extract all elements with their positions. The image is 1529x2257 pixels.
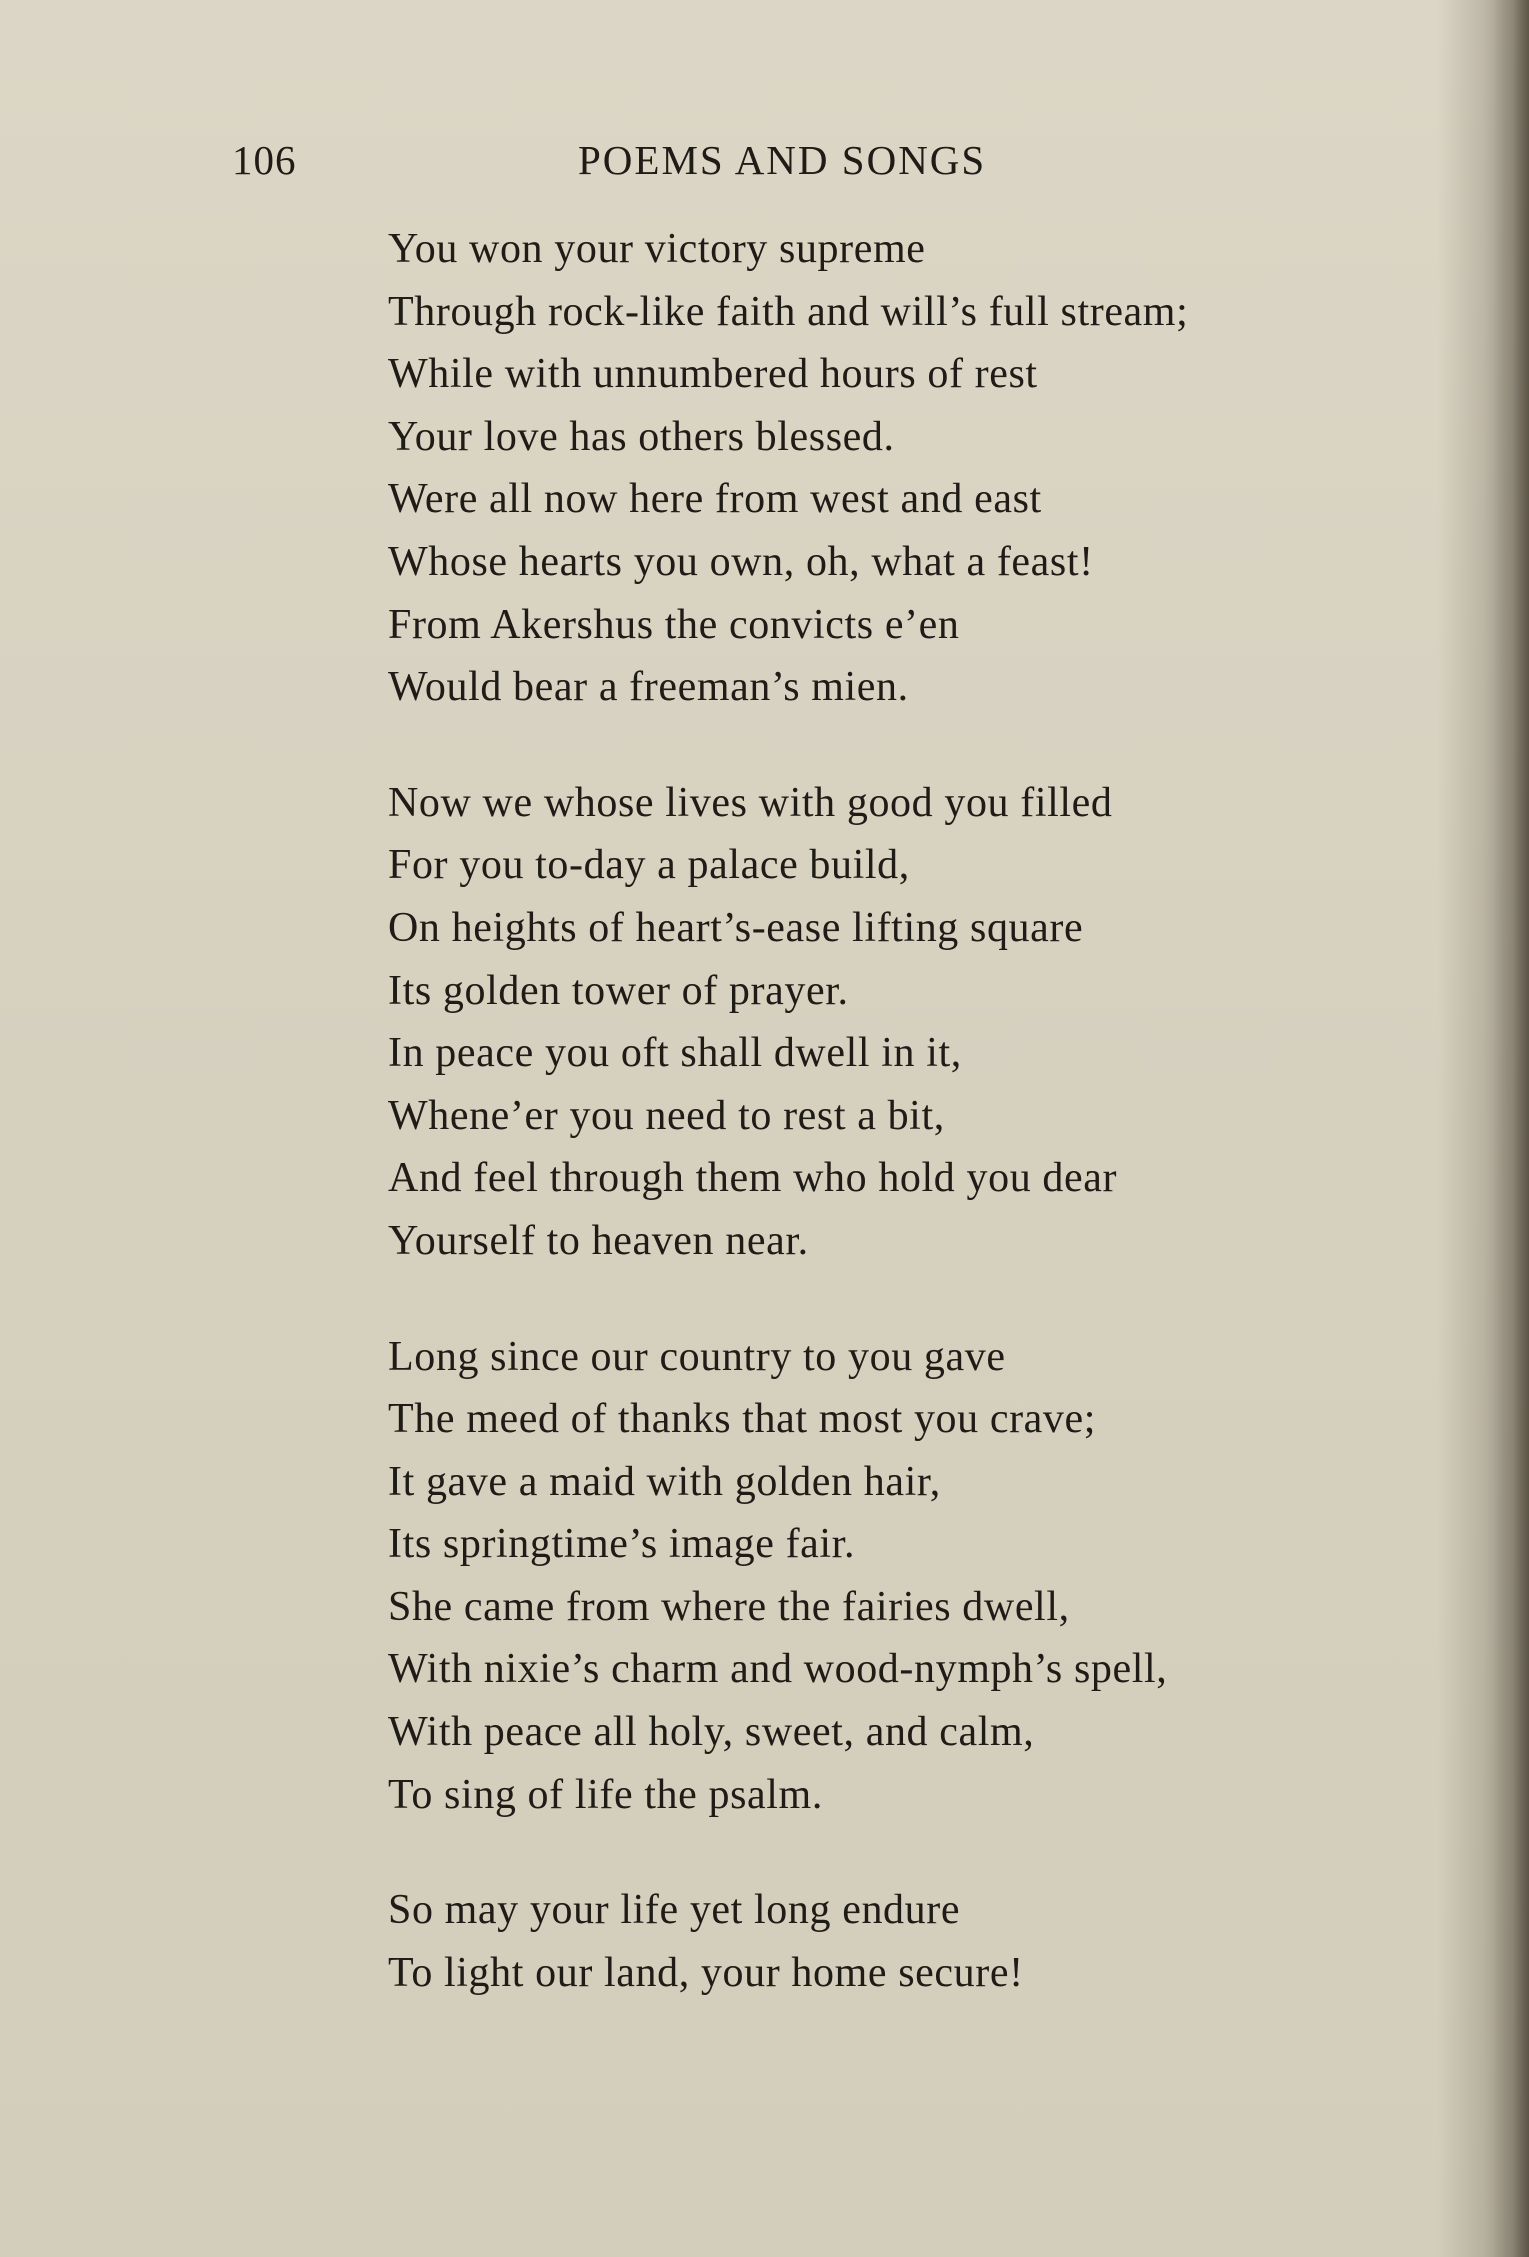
poem-line: Whose hearts you own, oh, what a feast!: [388, 538, 1094, 585]
poem-line: The meed of thanks that most you crave;: [388, 1396, 1097, 1443]
poem-line: Whene’er you need to rest a bit,: [388, 1092, 945, 1139]
poem-line: With nixie’s charm and wood-nymph’s spell,: [388, 1646, 1168, 1693]
poem-line: It gave a maid with golden hair,: [388, 1458, 941, 1505]
poem-line: Its golden tower of prayer.: [388, 967, 849, 1014]
poem-line: With peace all holy, sweet, and calm,: [388, 1709, 1035, 1756]
poem-body: [388, 218, 1448, 2057]
poem-line: On heights of heart’s-ease lifting square: [388, 904, 1084, 951]
stanza-3: [388, 1326, 1448, 1827]
poem-line: Now we whose lives with good you filled: [388, 779, 1113, 826]
poem-line: To sing of life the psalm.: [388, 1771, 823, 1818]
poem-line: So may your life yet long endure: [388, 1887, 961, 1934]
stanza-4: [388, 1879, 1448, 2004]
poem-line: From Akershus the convicts e’en: [388, 601, 960, 648]
poem-line: Would bear a freeman’s mien.: [388, 664, 909, 711]
poem-line: Were all now here from west and east: [388, 476, 1042, 523]
poem-line: Your love has others blessed.: [388, 413, 895, 460]
page-header: [0, 136, 1529, 186]
poem-line: And feel through them who hold you dear: [388, 1155, 1118, 1202]
page-number: 106: [232, 137, 297, 183]
poem-line: Its springtime’s image fair.: [388, 1521, 856, 1568]
poem-line: In peace you oft shall dwell in it,: [388, 1030, 962, 1077]
poem-line: She came from where the fairies dwell,: [388, 1583, 1070, 1630]
stanza-1: [388, 218, 1448, 719]
stanza-2: [388, 772, 1448, 1273]
running-head: POEMS AND SONGS: [578, 137, 987, 183]
poem-line: Yourself to heaven near.: [388, 1217, 809, 1264]
poem-line: To light our land, your home secure!: [388, 1949, 1024, 1996]
poem-line: You won your victory supreme: [388, 226, 926, 272]
poem-line: While with unnumbered hours of rest: [388, 351, 1038, 398]
poem-line: Through rock-like faith and will’s full stream;: [388, 288, 1189, 335]
poem-line: For you to-day a palace build,: [388, 842, 910, 889]
poem-line: Long since our country to you gave: [388, 1333, 1006, 1380]
page-edge-shadow: [1493, 0, 1529, 2257]
